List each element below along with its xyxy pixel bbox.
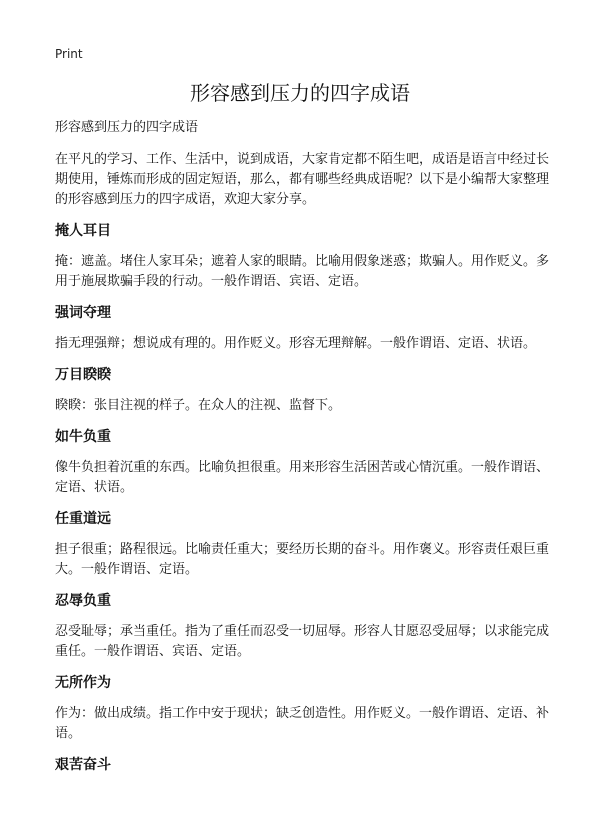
idiom-heading: 强词夺理	[55, 305, 111, 321]
page-title: 形容感到压力的四字成语	[190, 81, 410, 105]
idiom-heading: 无所作为	[55, 675, 111, 691]
idiom-entry	[55, 592, 550, 662]
idiom-entry	[55, 674, 550, 744]
idiom-entry	[55, 304, 550, 354]
idiom-heading: 艰苦奋斗	[55, 757, 111, 773]
idiom-definition: 忍受耻辱；承当重任。指为了重任而忍受一切屈辱。形容人甘愿忍受屈辱；以求能完成重任。一般作谓语、宾语、定语。	[55, 624, 550, 659]
idiom-entry	[55, 366, 550, 416]
idiom-definition: 像牛负担着沉重的东西。比喻负担很重。用来形容生活困苦或心情沉重。一般作谓语、定语、状语。	[55, 460, 550, 495]
idiom-definition: 作为：做出成绩。指工作中安于现状；缺乏创造性。用作贬义。一般作谓语、定语、补语。	[55, 706, 550, 741]
idiom-entry	[55, 756, 550, 774]
idiom-entry	[55, 428, 550, 498]
idiom-heading: 万目睽睽	[55, 367, 111, 383]
idiom-definition: 指无理强辩；想说成有理的。用作贬义。形容无理辩解。一般作谓语、定语、状语。	[55, 336, 537, 351]
idiom-definition: 睽睽：张目注视的样子。在众人的注视、监督下。	[55, 398, 342, 413]
intro-paragraph: 在平凡的学习、工作、生活中，说到成语，大家肯定都不陌生吧，成语是语言中经过长期使用，锤炼而形成的固定短语，那么，都有哪些经典成语呢？以下是小编帮大家整理的形容感到压力的四字成语，欢迎大家分享。	[55, 152, 550, 207]
idiom-definition: 掩：遮盖。堵住人家耳朵；遮着人家的眼睛。比喻用假象迷惑；欺骗人。用作贬义。多用于施展欺骗手段的行动。一般作谓语、宾语、定语。	[55, 254, 550, 289]
idiom-heading: 如牛负重	[55, 429, 111, 445]
idiom-entry	[55, 222, 550, 292]
article-body	[55, 150, 550, 786]
idiom-heading: 任重道远	[55, 511, 111, 527]
idiom-heading: 忍辱负重	[55, 593, 111, 609]
idiom-heading: 掩人耳目	[55, 223, 111, 239]
print-label: Print	[55, 47, 83, 61]
idiom-entry	[55, 510, 550, 580]
idiom-definition: 担子很重；路程很远。比喻责任重大；要经历长期的奋斗。用作褒义。形容责任艰巨重大。一般作谓语、定语。	[55, 542, 550, 577]
page-subtitle: 形容感到压力的四字成语	[55, 120, 199, 135]
